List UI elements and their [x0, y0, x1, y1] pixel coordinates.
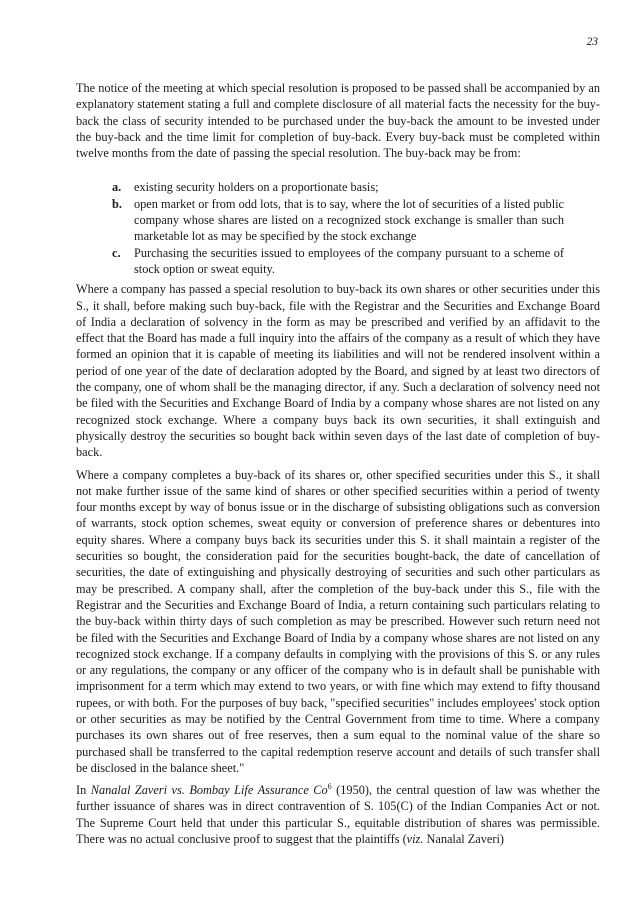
paragraph-notice: The notice of the meeting at which special resolution is proposed to be passed shall be accompanied by an explanatory statement stating a full and complete disclosure of all material facts the necessity for the buy-back the class of security intended to be purchased under the buy-back the amount to be invested under the buy-back and the time limit for completion of buy-back. Every buy-back must be completed within twelve months from the date of passing the special resolution. The buy-back may be from:	[76, 81, 600, 161]
paragraph-case-law	[76, 782, 600, 847]
footnote-ref: 6	[327, 782, 332, 792]
list-marker: a.	[112, 180, 122, 195]
list-item	[112, 179, 564, 195]
viz-abbrev: viz.	[406, 832, 424, 847]
list-item-text: Purchasing the securities issued to employees of the company pursuant to a scheme of stock option or sweat equity.	[134, 245, 564, 276]
case-lead: In	[76, 783, 91, 798]
list-marker: c.	[112, 245, 121, 260]
list-item	[112, 196, 564, 245]
case-text: (1950), the central question of law was whether the further issuance of shares was in direct contravention of S. 105(C) of the Indian Companies Act or not. The Supreme Court held that under this particular S., equitable distribution of shares was permissible. There was no actual conclusive proof to suggest that the plaintiffs (	[76, 783, 601, 847]
buyback-sources-list	[76, 179, 600, 277]
list-item	[112, 245, 564, 278]
list-item-text: existing security holders on a proportionate basis;	[134, 180, 379, 195]
list-item-text: open market or from odd lots, that is to say, where the lot of securities of a listed public company whose shares are listed on a recognized stock exchange is smaller than such marketable lot as may be specified by the stock exchange	[134, 196, 564, 244]
page-number: 23	[586, 36, 598, 48]
paragraph-after-buyback: Where a company completes a buy-back of its shares or, other specified securities under this S., it shall not make further issue of the same kind of shares or other specified securities within a period of twenty four months except by way of bonus issue or in the discharge of subsisting obligations such as conversion of warrants, stock option schemes, sweat equity or conversion of preference shares or debentures into equity shares. Where a company buys back its securities under this S. it shall maintain a register of the securities so bought, the consideration paid for the securities bought-back, the date of cancellation of securities, the date of extinguishing and physically destroying of securities and such other particulars as may be prescribed. A company shall, after the completion of the buy-back under this S., file with the Registrar and the Securities and Exchange Board of India, a return containing such particulars relating to the buy-back within thirty days of such completion as may be prescribed. However such return need not be filed with the Securities and Exchange Board of India by a company whose shares are not listed on any recognized stock exchange. If a company defaults in complying with the provisions of this S. or any rules or any regulations, the company or any officer of the company who is in default shall be punishable with imprisonment for a term which may extend to two years, or with fine which may extend to fifty thousand rupees, or with both. For the purposes of buy back, "specified securities" includes employees' stock option or other securities as may be notified by the Central Government from time to time. Where a company purchases its own shares out of free reserves, then a sum equal to the nominal value of the share so purchased shall be transferred to the capital redemption reserve account and details of such transfer shall be disclosed in the balance sheet."	[76, 467, 600, 775]
case-text-end: Nanalal Zaveri)	[423, 832, 504, 847]
paragraph-declaration-of-solvency: Where a company has passed a special resolution to buy-back its own shares or other securities under this S., it shall, before making such buy-back, file with the Registrar and the Securities and Exchange Board of India a declaration of solvency in the form as may be prescribed and verified by an affidavit to the effect that the Board has made a full inquiry into the affairs of the company as a result of which they have formed an opinion that it is capable of meeting its liabilities and will not be rendered insolvent within a period of one year of the date of declaration adopted by the Board, and signed by at least two directors of the company, one of whom shall be the managing director, if any. Such a declaration of solvency need not be filed with the Securities and Exchange Board of India by a company whose shares are not listed on any recognized stock exchange. Where a company buys back its own securities, it shall extinguish and physically destroy the securities so bought back within seven days of the last date of completion of buy-back.	[76, 282, 600, 460]
document-body	[76, 80, 600, 853]
case-name: Nanalal Zaveri vs. Bombay Life Assurance Co	[90, 783, 328, 798]
list-marker: b.	[112, 196, 122, 211]
